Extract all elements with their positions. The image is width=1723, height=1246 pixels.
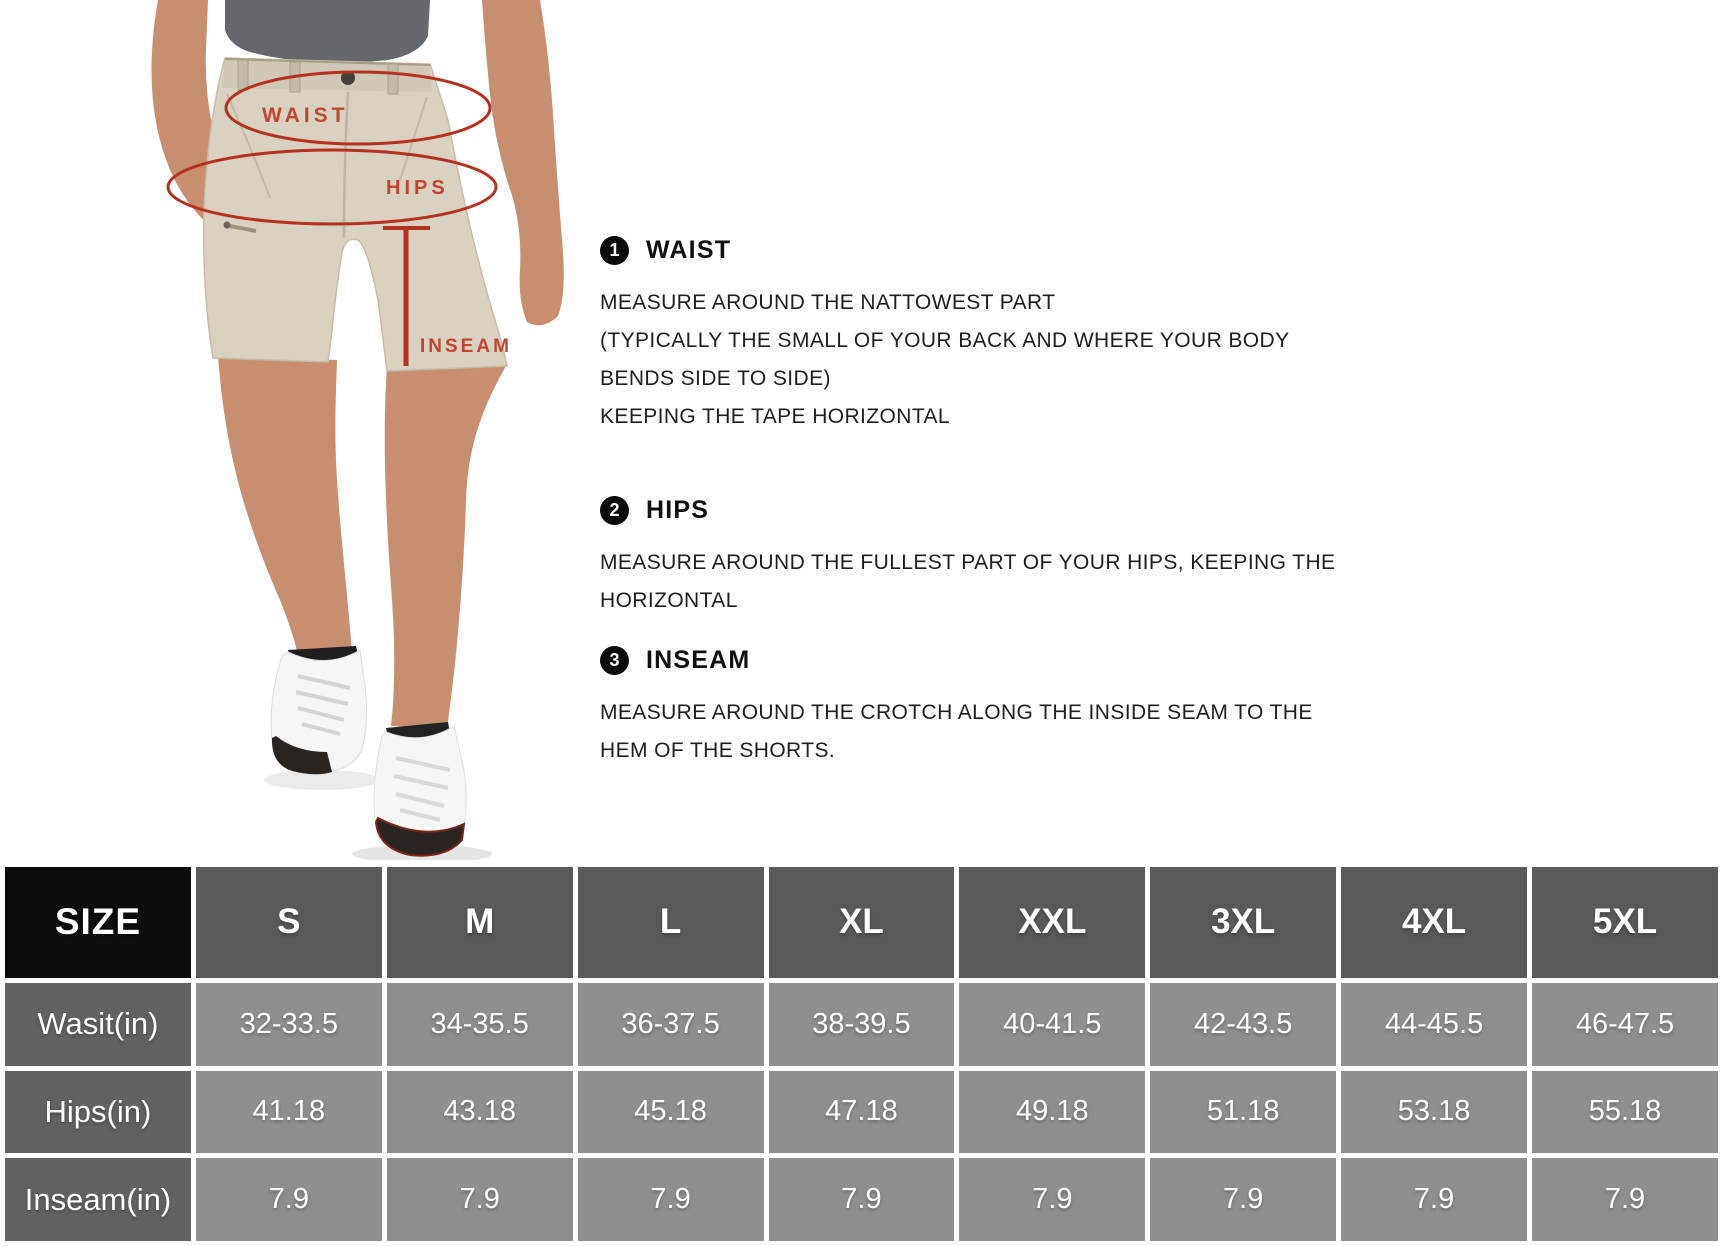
step-1-number-badge: 1 <box>600 236 629 265</box>
waist-value: 44-45.5 <box>1341 983 1527 1066</box>
size-column-header: L <box>578 867 764 978</box>
waist-value: 36-37.5 <box>578 983 764 1066</box>
hips-value: 49.18 <box>959 1071 1145 1154</box>
instruction-line: HORIZONTAL <box>600 589 738 612</box>
model-shirt <box>225 0 430 63</box>
hips-row-label: Hips(in) <box>5 1071 191 1154</box>
waist-instruction-section <box>600 236 1430 436</box>
hips-value: 43.18 <box>387 1071 573 1154</box>
size-column-header: XL <box>769 867 955 978</box>
waist-row-label: Wasit(in) <box>5 983 191 1066</box>
waist-value: 32-33.5 <box>196 983 382 1066</box>
waist-instruction-body <box>600 284 1430 436</box>
instruction-line: HEM OF THE SHORTS. <box>600 739 836 762</box>
size-chart-table <box>0 862 1723 1246</box>
inseam-value: 7.9 <box>196 1158 382 1241</box>
inseam-instruction-section <box>600 646 1430 770</box>
step-2-number-badge: 2 <box>600 496 629 525</box>
size-corner-cell: SIZE <box>5 867 191 978</box>
belt-loop <box>388 64 398 94</box>
waist-value: 46-47.5 <box>1532 983 1718 1066</box>
shorts <box>204 58 507 371</box>
hips-instruction-heading <box>600 496 1430 525</box>
product-photo <box>130 0 600 860</box>
inseam-value: 7.9 <box>1341 1158 1527 1241</box>
instruction-line: MEASURE AROUND THE CROTCH ALONG THE INSIDE SEAM TO THE <box>600 701 1313 724</box>
inseam-value: 7.9 <box>959 1158 1145 1241</box>
inseam-value: 7.9 <box>1150 1158 1336 1241</box>
hips-value: 53.18 <box>1341 1071 1527 1154</box>
size-column-header: 4XL <box>1341 867 1527 978</box>
size-column-header: 3XL <box>1150 867 1336 978</box>
waist-value: 42-43.5 <box>1150 983 1336 1066</box>
hips-instruction-title: HIPS <box>646 496 710 524</box>
model-right-leg <box>385 364 507 728</box>
inseam-value: 7.9 <box>387 1158 573 1241</box>
hips-value: 41.18 <box>196 1071 382 1154</box>
size-column-header: S <box>196 867 382 978</box>
instruction-line: MEASURE AROUND THE FULLEST PART OF YOUR HIPS, KEEPING THE <box>600 551 1336 574</box>
shorts-zip-pull <box>224 222 231 229</box>
inseam-value: 7.9 <box>578 1158 764 1241</box>
inseam-row <box>5 1158 1718 1241</box>
size-column-header: 5XL <box>1532 867 1718 978</box>
hips-value: 47.18 <box>769 1071 955 1154</box>
hips-instruction-section <box>600 496 1430 620</box>
belt-loop <box>238 60 248 90</box>
waist-row <box>5 983 1718 1066</box>
hips-value: 51.18 <box>1150 1071 1336 1154</box>
hips-value: 45.18 <box>578 1071 764 1154</box>
size-table-header-row <box>5 867 1718 978</box>
waist-value: 40-41.5 <box>959 983 1145 1066</box>
instruction-line: KEEPING THE TAPE HORIZONTAL <box>600 405 950 428</box>
waist-instruction-title: WAIST <box>646 236 732 264</box>
size-column-header: M <box>387 867 573 978</box>
inseam-instruction-heading <box>600 646 1430 675</box>
waist-instruction-heading <box>600 236 1430 265</box>
inseam-instruction-body <box>600 694 1430 770</box>
waist-value: 34-35.5 <box>387 983 573 1066</box>
instruction-line: (TYPICALLY THE SMALL OF YOUR BACK AND WHERE YOUR BODY <box>600 329 1290 352</box>
hips-instruction-body <box>600 544 1430 620</box>
inseam-value: 7.9 <box>769 1158 955 1241</box>
inseam-value: 7.9 <box>1532 1158 1718 1241</box>
instruction-line: BENDS SIDE TO SIDE) <box>600 367 831 390</box>
hips-row <box>5 1071 1718 1154</box>
step-3-number-badge: 3 <box>600 646 629 675</box>
instruction-line: MEASURE AROUND THE NATTOWEST PART <box>600 291 1056 314</box>
hips-photo-label: HIPS <box>386 177 449 199</box>
model-left-leg <box>218 356 352 656</box>
inseam-instruction-title: INSEAM <box>646 646 751 674</box>
waist-value: 38-39.5 <box>769 983 955 1066</box>
waist-photo-label: WAIST <box>262 104 349 127</box>
inseam-photo-label: INSEAM <box>420 336 512 357</box>
hips-value: 55.18 <box>1532 1071 1718 1154</box>
model-right-arm <box>482 0 564 325</box>
inseam-row-label: Inseam(in) <box>5 1158 191 1241</box>
size-column-header: XXL <box>959 867 1145 978</box>
